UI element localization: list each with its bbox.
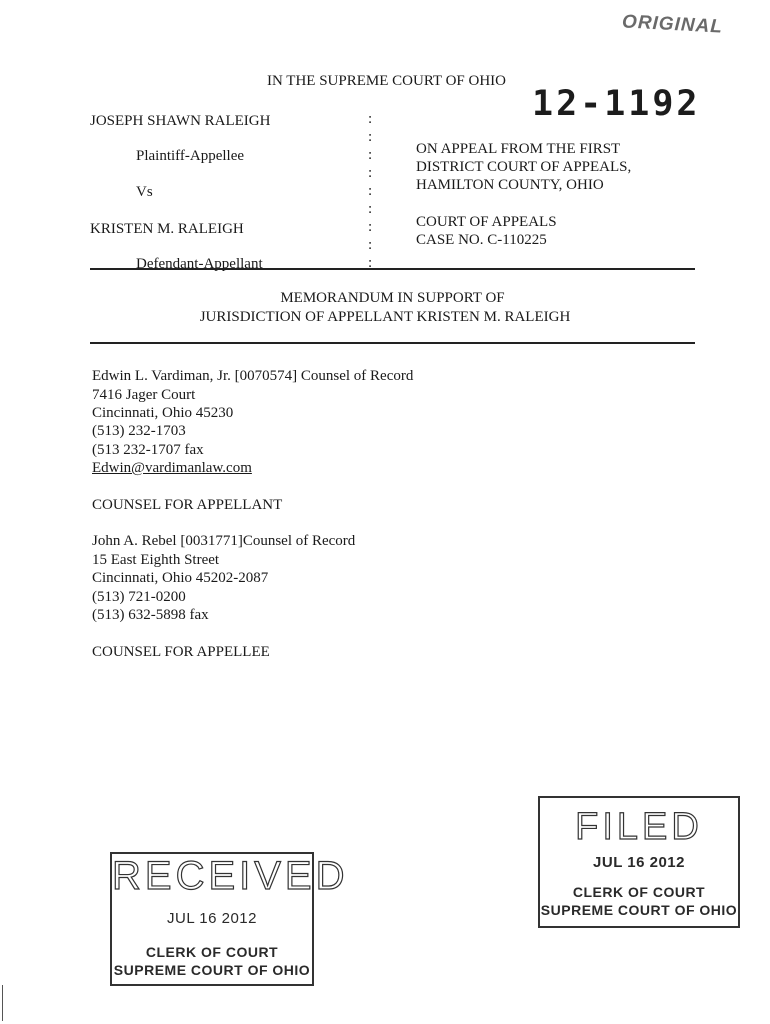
court-title: IN THE SUPREME COURT OF OHIO — [267, 73, 506, 89]
appellee-counsel-label: COUNSEL FOR APPELLEE — [92, 644, 270, 660]
memo-bottom-rule — [90, 342, 695, 344]
appellant-counsel-phone: (513) 232-1703 — [92, 423, 186, 439]
appeal-line-3: HAMILTON COUNTY, OHIO — [416, 177, 604, 193]
appellant-counsel-fax: (513 232-1707 fax — [92, 442, 204, 458]
case-line-1: COURT OF APPEALS — [416, 214, 557, 230]
appellant-counsel-label: COUNSEL FOR APPELLANT — [92, 497, 283, 513]
memo-title-line-2: JURISDICTION OF APPELLANT KRISTEN M. RALEIGH — [199, 309, 571, 325]
filed-stamp-title: FILED — [575, 806, 703, 848]
memo-title-line-1: MEMORANDUM IN SUPPORT OF — [280, 290, 505, 306]
filed-stamp-clerk: CLERK OF COURT — [572, 884, 706, 900]
filed-stamp-date: JUL 16 2012 — [593, 854, 685, 871]
appellee-counsel-fax: (513) 632-5898 fax — [92, 607, 209, 623]
appellant-counsel-name: Edwin L. Vardiman, Jr. [0070574] Counsel of Record — [92, 368, 414, 384]
received-stamp-clerk: CLERK OF COURT — [145, 944, 279, 960]
plaintiff-role: Plaintiff-Appellee — [136, 148, 245, 164]
appellee-counsel-address-2: Cincinnati, Ohio 45202-2087 — [92, 570, 269, 586]
versus-label: Vs — [136, 184, 153, 200]
filed-stamp — [538, 796, 740, 928]
original-stamp: ORIGINAL — [621, 11, 724, 38]
docket-number: 12-1192 — [532, 84, 701, 124]
defendant-name: KRISTEN M. RALEIGH — [90, 221, 244, 237]
plaintiff-name: JOSEPH SHAWN RALEIGH — [90, 113, 271, 129]
appellant-counsel-address-2: Cincinnati, Ohio 45230 — [92, 405, 234, 421]
filed-stamp-court: SUPREME COURT OF OHIO — [540, 902, 738, 918]
defendant-role: Defendant-Appellant — [136, 256, 263, 272]
appellant-counsel-address-1: 7416 Jager Court — [92, 387, 196, 403]
appellant-counsel-email[interactable]: Edwin@vardimanlaw.com — [92, 460, 252, 476]
case-line-2: CASE NO. C-110225 — [416, 232, 547, 248]
appeal-line-1: ON APPEAL FROM THE FIRST — [416, 141, 621, 157]
appellee-counsel-phone: (513) 721-0200 — [92, 589, 186, 605]
appeal-line-2: DISTRICT COURT OF APPEALS, — [416, 159, 632, 175]
scan-edge-mark — [2, 985, 3, 1021]
caption-colon-divider: : : : : : : : : : — [368, 111, 373, 271]
received-stamp-court: SUPREME COURT OF OHIO — [113, 962, 311, 978]
caption-bottom-rule — [90, 268, 695, 270]
received-stamp-title: RECEIVED — [112, 854, 349, 898]
received-stamp-date: JUL 16 2012 — [166, 910, 257, 927]
appellee-counsel-name: John A. Rebel [0031771]Counsel of Record — [92, 533, 356, 549]
received-stamp — [110, 852, 349, 986]
appellee-counsel-address-1: 15 East Eighth Street — [92, 552, 220, 568]
